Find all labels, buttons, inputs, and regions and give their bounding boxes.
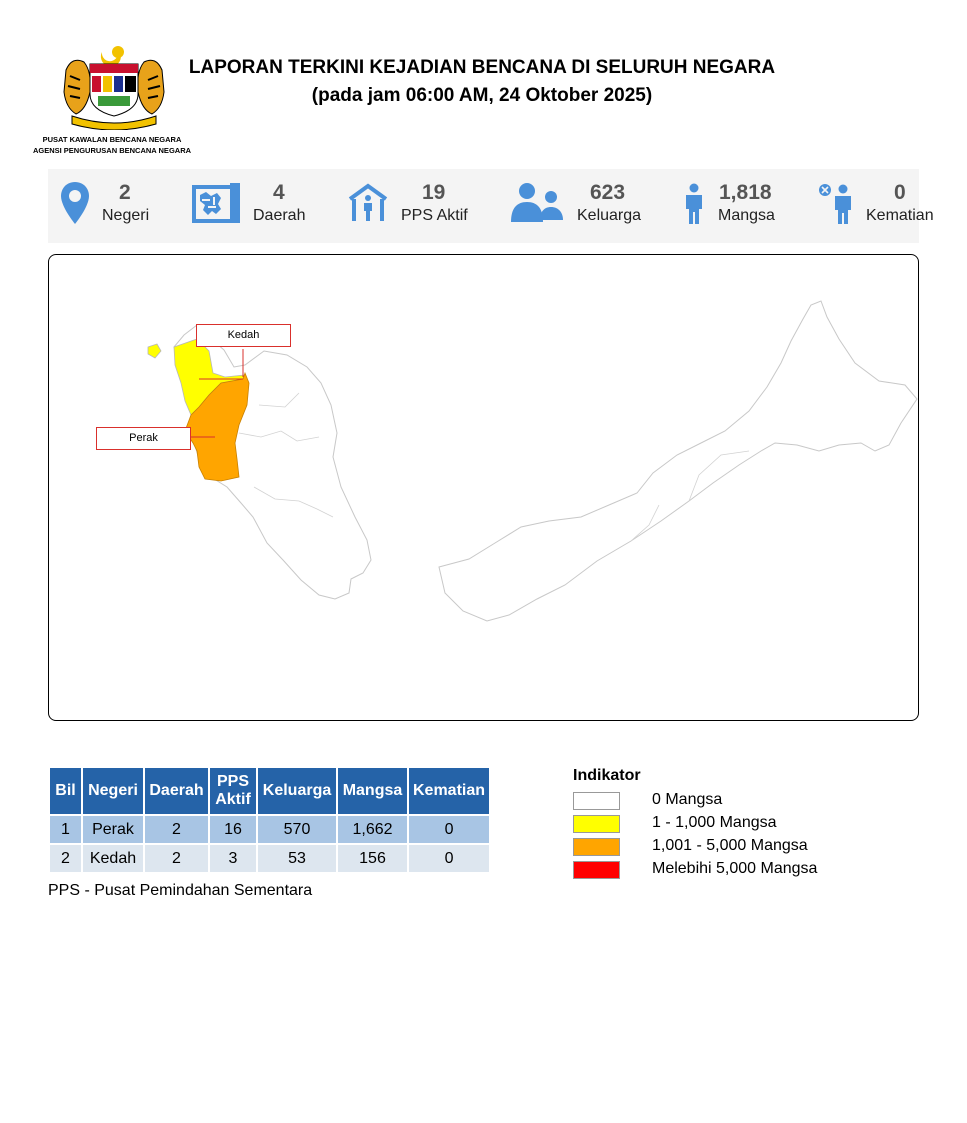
location-pin-icon (60, 181, 90, 225)
cell-keluarga: 53 (258, 845, 336, 872)
pps-footnote: PPS - Pusat Pemindahan Sementara (48, 882, 313, 899)
legend-label: 1,001 - 5,000 Mangsa (652, 837, 808, 854)
cell-pps-aktif: 3 (210, 845, 256, 872)
stat-mangsa (684, 169, 794, 243)
cell-mangsa: 156 (338, 845, 407, 872)
legend-title: Indikator (573, 767, 641, 784)
cell-mangsa: 1,662 (338, 816, 407, 843)
disaster-map (48, 254, 919, 721)
legend-swatch-white (573, 792, 620, 810)
legend-label: 1 - 1,000 Mangsa (652, 814, 777, 831)
col-daerah: Daerah (145, 768, 208, 814)
stat-negeri (60, 169, 170, 243)
stat-keluarga (510, 169, 660, 243)
report-subtitle: (pada jam 06:00 AM, 24 Oktober 2025) (311, 85, 653, 106)
stat-negeri-value: 2 (119, 181, 131, 204)
stat-mangsa-value: 1,818 (719, 181, 772, 204)
cell-daerah: 2 (145, 845, 208, 872)
legend-label: Melebihi 5,000 Mangsa (652, 860, 818, 877)
legend-swatch-red (573, 861, 620, 879)
cell-daerah: 2 (145, 816, 208, 843)
table-row (50, 845, 489, 872)
langkawi-island (148, 344, 161, 358)
col-keluarga: Keluarga (258, 768, 336, 814)
report-title: LAPORAN TERKINI KEJADIAN BENCANA DI SELURUH NEGARA (188, 57, 776, 78)
cell-keluarga: 570 (258, 816, 336, 843)
cell-bil: 2 (50, 845, 81, 872)
col-bil: Bil (50, 768, 81, 814)
col-pps-aktif: PPS Aktif (210, 768, 256, 814)
family-icon (510, 182, 566, 224)
col-kematian: Kematian (409, 768, 489, 814)
borneo-outline (439, 301, 917, 621)
table-header-row (50, 768, 489, 814)
stat-keluarga-value: 623 (590, 181, 626, 204)
stat-daerah (192, 169, 322, 243)
table-row (50, 816, 489, 843)
cell-negeri: Perak (83, 816, 143, 843)
stat-daerah-label: Daerah (253, 207, 306, 224)
cell-negeri: Kedah (83, 845, 143, 872)
shelter-icon (348, 183, 388, 223)
stat-keluarga-label: Keluarga (577, 207, 642, 224)
person-icon (684, 183, 704, 225)
legend-label: 0 Mangsa (652, 791, 723, 808)
district-map-icon (192, 183, 240, 223)
org-line-1: PUSAT KAWALAN BENCANA NEGARA (42, 135, 182, 144)
report-header (120, 54, 844, 110)
legend-swatch-yellow (573, 815, 620, 833)
stat-kematian-value: 0 (894, 181, 906, 204)
stat-kematian (818, 169, 934, 243)
disaster-table (48, 766, 491, 874)
stat-kematian-label: Kematian (866, 207, 934, 224)
legend-swatch-orange (573, 838, 620, 856)
col-mangsa: Mangsa (338, 768, 407, 814)
col-negeri: Negeri (83, 768, 143, 814)
summary-stats-bar (48, 169, 934, 243)
org-line-2: AGENSI PENGURUSAN BENCANA NEGARA (32, 146, 192, 155)
malaysia-map (49, 255, 918, 720)
stat-negeri-label: Negeri (102, 207, 150, 224)
map-label-kedah: Kedah (196, 324, 291, 347)
organization-name (20, 134, 204, 156)
death-icon (818, 183, 854, 225)
cell-bil: 1 (50, 816, 81, 843)
cell-kematian: 0 (409, 816, 489, 843)
stat-pps-aktif-value: 19 (422, 181, 446, 204)
cell-kematian: 0 (409, 845, 489, 872)
cell-pps-aktif: 16 (210, 816, 256, 843)
stat-daerah-value: 4 (273, 181, 285, 204)
stat-pps-aktif (348, 169, 478, 243)
map-label-perak: Perak (96, 427, 191, 450)
stat-pps-aktif-label: PPS Aktif (401, 207, 468, 224)
stat-mangsa-label: Mangsa (718, 207, 775, 224)
